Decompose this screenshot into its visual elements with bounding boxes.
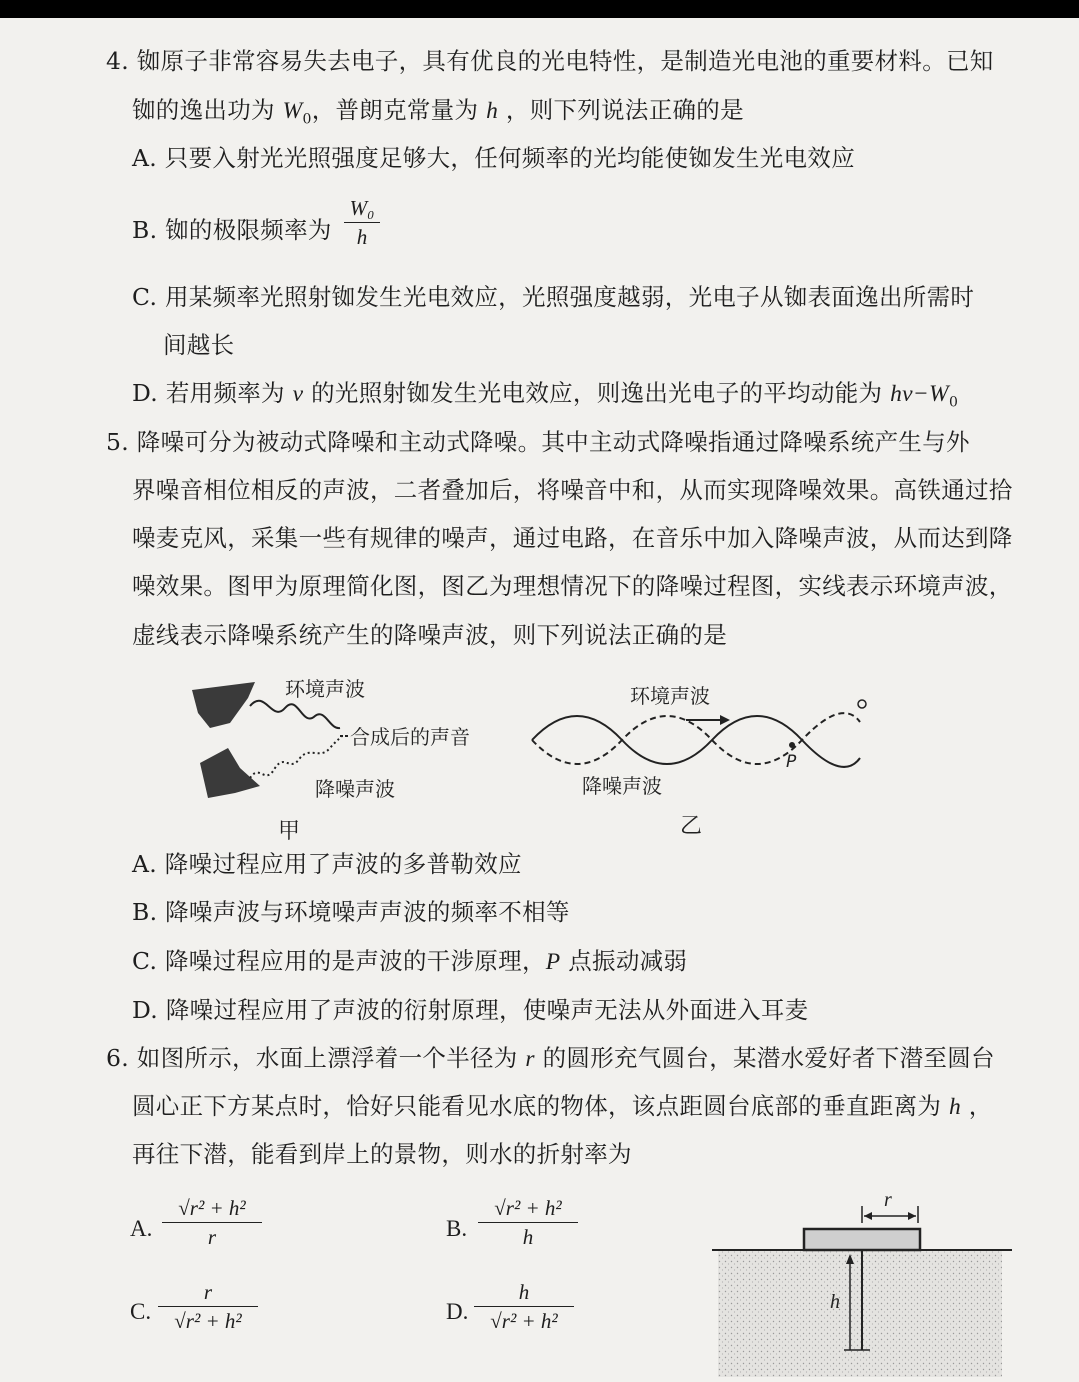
fraction-bar <box>344 222 380 223</box>
q4-option-b-fraction <box>344 196 380 249</box>
q5-option-c-b: 点振动减弱 <box>560 947 688 975</box>
q5-figure-jia <box>180 668 500 843</box>
environment-wave <box>532 716 860 767</box>
q6-option-a-den: r <box>207 1225 217 1249</box>
q4-nu: ν <box>292 381 304 407</box>
q6-option-c-den: √r² + h² <box>174 1309 242 1333</box>
q5-option-d: D. 降噪过程应用了声波的衍射原理，使噪声无法从外面进入耳麦 <box>132 996 809 1024</box>
upper-speaker-shape <box>192 682 255 728</box>
small-circle-mark <box>858 700 866 708</box>
q6-option-b-num: √r² + h² <box>494 1196 562 1220</box>
noise-cancel-wave <box>250 736 342 778</box>
fig-jia-label-env: 环境声波 <box>285 677 365 701</box>
lower-speaker-shape <box>200 748 260 798</box>
fig-label-r: r <box>884 1189 892 1211</box>
q4-option-b-den: h <box>356 225 368 249</box>
q4-option-a: A. 只要入射光光照强度足够大，任何频率的光均能使铷发生光电效应 <box>132 144 856 172</box>
q6-option-b-fraction <box>478 1196 578 1249</box>
q6-option-c-num: r <box>203 1280 213 1304</box>
q4-w0-sub: 0 <box>302 111 312 128</box>
q4-h: h <box>486 98 499 124</box>
q6-stem-line2-a: 圆心正下方某点时，恰好只能看见水底的物体，该点距圆台底部的垂直距离为 <box>132 1092 949 1120</box>
direction-arrow-icon <box>720 715 730 725</box>
q6-option-a-label: A. <box>130 1216 153 1241</box>
q6-stem-line1-b: 的圆形充气圆台，某潜水爱好者下潜至圆台 <box>534 1044 995 1072</box>
q4-option-d <box>132 378 958 418</box>
q6-option-d-num: h <box>518 1280 530 1304</box>
fig-yi-caption: 乙 <box>680 814 703 839</box>
q4-stem-line2 <box>132 95 744 135</box>
water-body <box>718 1251 1002 1377</box>
q5-stem-line3: 噪麦克风，采集一些有规律的噪声，通过电路，在音乐中加入降噪声波，从而达到降 <box>132 524 1013 552</box>
q5-option-c <box>132 946 687 977</box>
q5-stem-line2: 界噪音相位相反的声波，二者叠加后，将噪音中和，从而实现降噪效果。高铁通过拾 <box>132 476 1013 504</box>
q4-option-b-num: W₀ <box>349 196 375 220</box>
top-bar <box>0 0 1079 18</box>
q6-figure <box>712 1188 1032 1378</box>
q5-option-a: A. 降噪过程应用了声波的多普勒效应 <box>132 850 522 878</box>
q4-option-d-sub: 0 <box>948 394 959 411</box>
floating-platform <box>804 1229 920 1250</box>
q6-stem-line1-a: 6. 如图所示，水面上漂浮着一个半径为 <box>106 1044 526 1072</box>
q5-stem-line5: 虚线表示降噪系统产生的降噪声波，则下列说法正确的是 <box>132 621 727 649</box>
fraction-bar <box>158 1306 258 1307</box>
q4-w0: W <box>282 98 303 124</box>
q6-option-b-label: B. <box>446 1216 468 1241</box>
fig-jia-label-combined: 合成后的声音 <box>350 725 470 749</box>
fig-yi-label-env: 环境声波 <box>630 684 710 708</box>
q5-figure-yi <box>520 668 880 843</box>
q4-option-d-a: D. 若用频率为 <box>132 379 293 407</box>
q4-option-d-b: 的光照射铷发生光电效应，则逸出光电子的平均动能为 <box>303 379 891 407</box>
fig-label-h: h <box>830 1291 840 1313</box>
q6-option-d-fraction <box>474 1280 574 1333</box>
fraction-bar <box>474 1306 574 1307</box>
q6-r: r <box>525 1046 535 1072</box>
q4-stem-line1: 4. 铷原子非常容易失去电子，具有优良的光电特性，是制造光电池的重要材料。已知 <box>106 47 994 75</box>
q6-stem-line3: 再往下潜，能看到岸上的景物，则水的折射率为 <box>132 1140 632 1168</box>
q4-option-c-line1: C. 用某频率光照射铷发生光电效应，光照强度越弱，光电子从铷表面逸出所需时 <box>132 283 975 311</box>
radius-arrow-right-icon <box>908 1212 916 1220</box>
fig-jia-label-noise: 降噪声波 <box>315 777 395 801</box>
q6-option-a-fraction <box>162 1196 262 1249</box>
q6-option-d-den: √r² + h² <box>490 1309 558 1333</box>
q4-stem-line2-c: ，则下列说法正确的是 <box>498 96 744 124</box>
q6-option-c-label: C. <box>130 1299 152 1324</box>
q6-option-a-num: √r² + h² <box>178 1196 246 1220</box>
q6-stem-line2 <box>132 1091 993 1122</box>
q6-option-b-den: h <box>522 1225 534 1249</box>
environment-wave <box>250 701 340 728</box>
q4-stem-line2-a: 铷的逸出功为 <box>132 96 283 124</box>
fraction-bar <box>162 1222 262 1223</box>
q5-stem-line1: 5. 降噪可分为被动式降噪和主动式降噪。其中主动式降噪指通过降噪系统产生与外 <box>106 428 970 456</box>
q4-stem-line2-b: ，普朗克常量为 <box>311 96 487 124</box>
q5-option-c-p: P <box>545 949 561 975</box>
fig-yi-label-noise: 降噪声波 <box>582 774 662 798</box>
q4-option-c-line2: 间越长 <box>163 331 235 359</box>
q6-option-d-label: D. <box>446 1299 469 1324</box>
fig-yi-label-p: P <box>786 752 797 772</box>
q6-stem-line1 <box>106 1043 995 1074</box>
q5-option-b: B. 降噪声波与环境噪声声波的频率不相等 <box>132 898 570 926</box>
q6-option-c-fraction <box>158 1280 258 1333</box>
q4-option-d-expr: hν−W <box>890 381 949 407</box>
radius-arrow-left-icon <box>864 1212 872 1220</box>
point-p <box>789 742 795 748</box>
q5-stem-line4: 噪效果。图甲为原理简化图，图乙为理想情况下的降噪过程图，实线表示环境声波， <box>132 572 1013 600</box>
q5-option-c-a: C. 降噪过程应用的是声波的干涉原理， <box>132 947 546 975</box>
fig-jia-caption: 甲 <box>278 819 301 843</box>
q4-option-b-text: B. 铷的极限频率为 <box>132 216 332 244</box>
q6-stem-line2-b: ， <box>961 1092 993 1120</box>
fraction-bar <box>478 1222 578 1223</box>
q6-h: h <box>948 1094 962 1120</box>
